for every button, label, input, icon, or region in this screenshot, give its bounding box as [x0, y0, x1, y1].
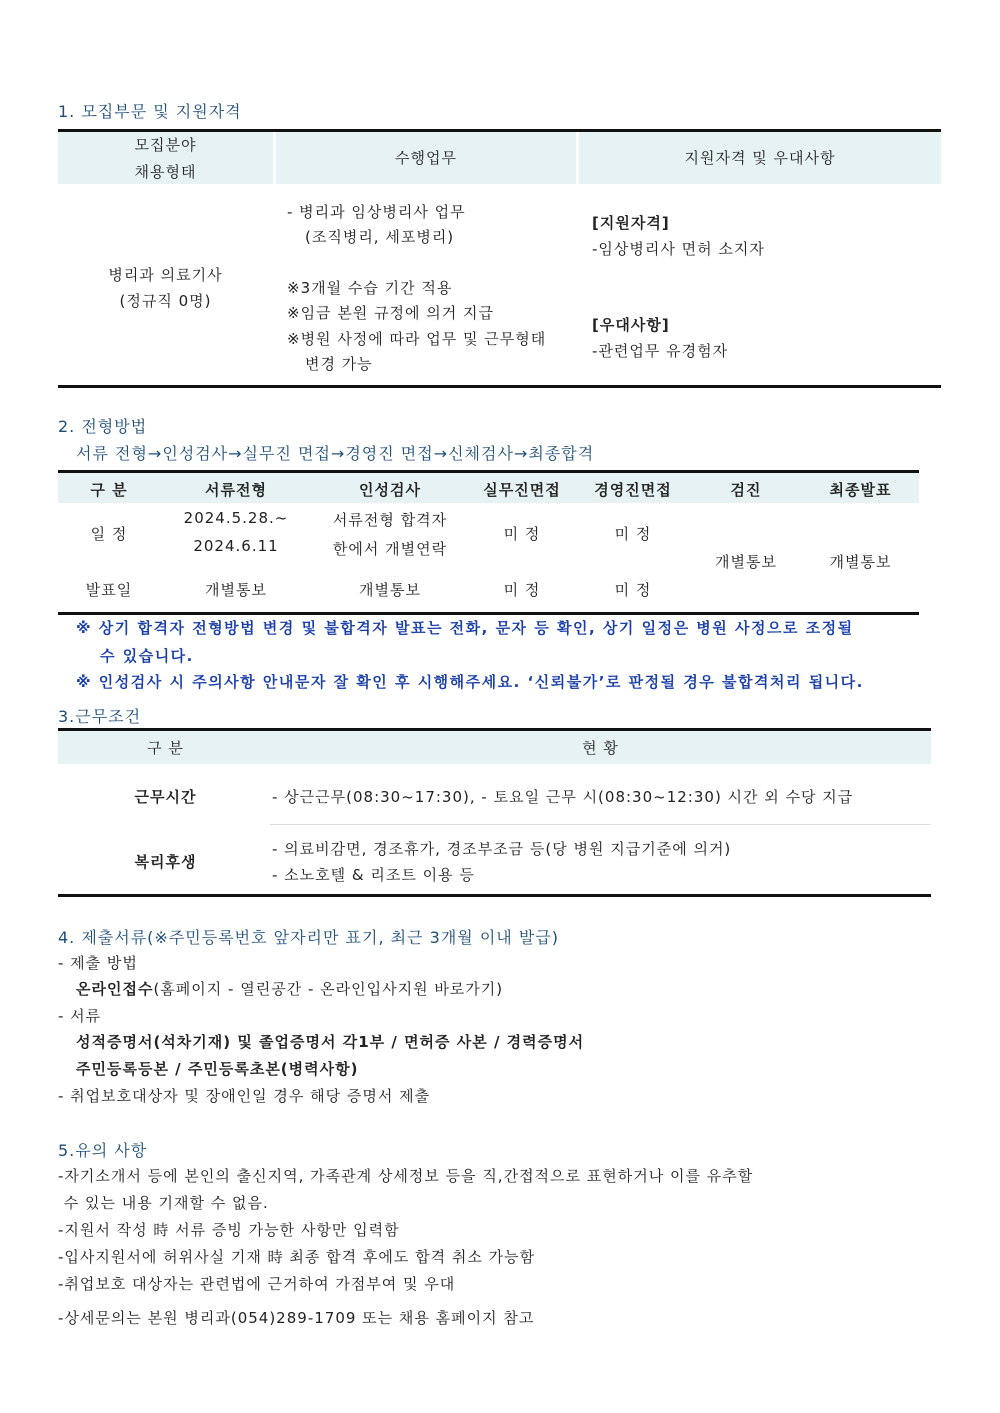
notice-aptitude-test: ※ 인성검사 시 주의사항 안내문자 잘 확인 후 시행해주세요. ‘신뢰불가’로 판정될 경우 불합격처리 됩니다. — [76, 673, 864, 691]
caution-line: 수 있는 내용 기재할 수 없음. — [58, 1194, 269, 1212]
header-cell: 최종발표 — [829, 481, 892, 499]
duty-line: ※임금 본원 규정에 의거 지급 — [287, 304, 495, 322]
table-bottom-rule — [58, 894, 931, 897]
preference-title: [우대사항] — [592, 316, 670, 334]
caution-line: -입사지원서에 허위사실 기재 時 최종 합격 후에도 합격 취소 가능함 — [58, 1248, 536, 1266]
section2-title: 2. 전형방법 — [58, 417, 148, 436]
header-qualifications: 지원자격 및 우대사항 — [684, 149, 836, 167]
table-bottom-rule — [58, 385, 941, 388]
online-apply-label: 온라인접수 — [76, 980, 154, 998]
section3-title: 3.근무조건 — [58, 707, 142, 726]
announce-doc: 개별통보 — [205, 581, 267, 599]
preference-text: -관련업무 유경험자 — [592, 342, 729, 360]
work-hours-text: - 상근근무(08:30~17:30), - 토요일 근무 시(08:30~12:30) 시간 외 수당 지급 — [272, 788, 854, 806]
contact-line: -상세문의는 본원 병리과(054)289-1709 또는 채용 홈페이지 참고 — [58, 1309, 535, 1327]
qualification-text: -임상병리사 면허 소지자 — [592, 240, 765, 258]
submit-method-label: - 제출 방법 — [58, 954, 138, 972]
row-label-announce: 발표일 — [85, 581, 133, 599]
header-employment-type: 채용형태 — [134, 163, 197, 181]
qualification-title: [지원자격] — [592, 214, 670, 232]
duty-line: - 병리과 임상병리사 업무 — [287, 203, 466, 221]
checkup-notice: 개별통보 — [715, 553, 777, 571]
header-cell: 인성검사 — [359, 481, 421, 499]
header-field: 모집분야 — [134, 136, 197, 154]
work-hours-label: 근무시간 — [134, 788, 197, 806]
online-apply-path: (홈페이지 - 열린공간 - 온라인입사지원 바로가기) — [153, 980, 504, 998]
schedule-doc-start: 2024.5.28.~ — [183, 509, 289, 527]
notice-schedule-change-cont: 수 있습니다. — [100, 647, 194, 665]
header-cell: 실무진면접 — [483, 481, 561, 499]
field-headcount: (정규직 0명) — [119, 292, 212, 310]
row-label-schedule: 일 정 — [90, 525, 128, 543]
header-duties: 수행업무 — [395, 149, 457, 167]
schedule-doc-end: 2024.6.11 — [193, 537, 279, 555]
header-cell: 구 분 — [90, 481, 128, 499]
caution-line: -자기소개서 등에 본인의 출신지역, 가족관계 상세정보 등을 직,간접적으로 표현하거나 이를 유추할 — [58, 1167, 754, 1185]
duty-line: 변경 가능 — [305, 355, 373, 373]
schedule-aptitude: 서류전형 합격자 — [332, 511, 448, 529]
notice-schedule-change: ※ 상기 합격자 전형방법 변경 및 불합격자 발표는 전화, 문자 등 확인, 상기 일정은 병원 사정으로 조정될 — [76, 619, 854, 637]
header-status: 현 황 — [582, 739, 619, 757]
schedule-interview1: 미 정 — [503, 525, 541, 543]
caution-line: -지원서 작성 時 서류 증빙 가능한 사항만 입력함 — [58, 1221, 400, 1239]
final-notice: 개별통보 — [829, 553, 892, 571]
schedule-interview2: 미 정 — [614, 525, 652, 543]
announce-aptitude: 개별통보 — [359, 581, 421, 599]
duty-line: ※병원 사정에 따라 업무 및 근무형태 — [287, 330, 547, 348]
table-bottom-rule — [58, 612, 919, 615]
documents-list-cont: 주민등록등본 / 주민등록초본(병력사항) — [76, 1060, 359, 1078]
documents-label: - 서류 — [58, 1007, 102, 1025]
section4-title: 4. 제출서류(※주민등록번호 앞자리만 표기, 최근 3개월 이내 발급) — [58, 928, 559, 947]
schedule-aptitude: 한에서 개별연락 — [332, 540, 448, 558]
field-name: 병리과 의료기사 — [108, 266, 223, 284]
announce-interview2: 미 정 — [614, 581, 652, 599]
header-category: 구 분 — [147, 739, 184, 757]
header-cell: 경영진면접 — [594, 481, 672, 499]
documents-list: 성적증명서(석차기재) 및 졸업증명서 각1부 / 면허증 사본 / 경력증명서 — [76, 1033, 585, 1051]
documents-extra: - 취업보호대상자 및 장애인일 경우 해당 증명서 제출 — [58, 1087, 431, 1105]
section5-title: 5.유의 사항 — [58, 1141, 148, 1160]
duty-line: ※3개월 수습 기간 적용 — [287, 279, 453, 297]
welfare-line: - 소노호텔 & 리조트 이용 등 — [272, 866, 475, 884]
section1-title: 1. 모집부문 및 지원자격 — [58, 102, 242, 121]
header-cell: 검진 — [730, 481, 762, 499]
announce-interview1: 미 정 — [503, 581, 541, 599]
duty-line: (조직병리, 세포병리) — [305, 228, 455, 246]
row-divider — [270, 824, 931, 825]
caution-line: -취업보호 대상자는 관련법에 근거하여 가점부여 및 우대 — [58, 1275, 456, 1293]
welfare-label: 복리후생 — [134, 853, 197, 871]
header-cell: 서류전형 — [205, 481, 267, 499]
welfare-line: - 의료비감면, 경조휴가, 경조부조금 등(당 병원 지급기준에 의거) — [272, 840, 732, 858]
submit-method — [76, 978, 503, 999]
selection-flow: 서류 전형→인성검사→실무진 면접→경영진 면접→신체검사→최종합격 — [76, 444, 595, 463]
